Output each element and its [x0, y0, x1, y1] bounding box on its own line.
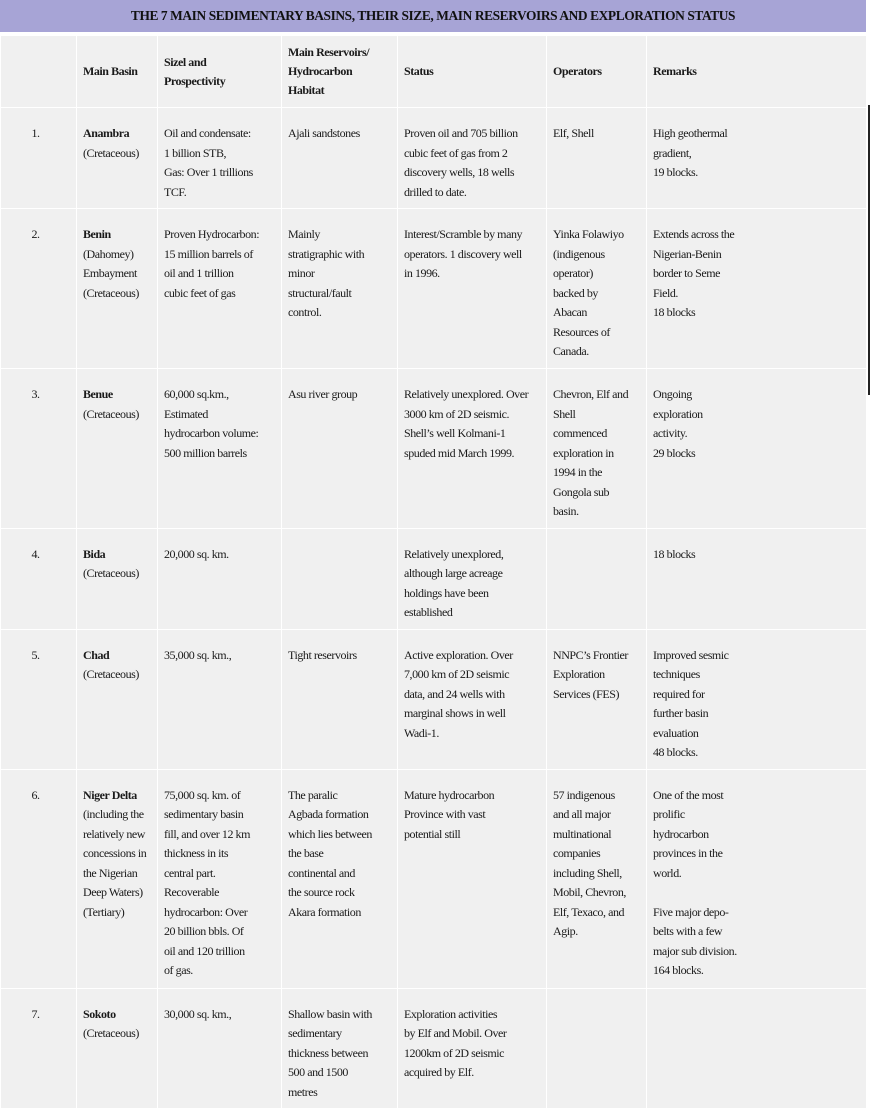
remarks-line: evaluation — [653, 725, 699, 740]
status-cell — [398, 369, 547, 529]
basin-detail-line: (Cretaceous) — [83, 145, 139, 160]
status-cell — [398, 209, 547, 369]
status-cell — [398, 108, 547, 209]
reservoir-line: control. — [288, 305, 322, 319]
table-row — [1, 209, 867, 369]
remarks-line: major sub division. — [653, 943, 737, 958]
status-line: 1200km of 2D seismic — [404, 1045, 504, 1060]
size-line: 1 billion STB, — [164, 145, 227, 160]
remarks-line: techniques — [653, 667, 700, 681]
size-line: central part. — [164, 865, 216, 880]
remarks-line: further basin — [653, 706, 709, 720]
header-reservoir-line: Habitat — [288, 83, 325, 97]
row-number: 6. — [1, 769, 77, 988]
page-edge-rule — [868, 105, 870, 395]
remarks-line: 164 blocks. — [653, 963, 704, 977]
remarks-line: exploration — [653, 406, 703, 421]
basin-name: Benin — [83, 227, 111, 241]
operators-line: Gongola sub — [553, 484, 610, 499]
operators-line: multinational — [553, 826, 612, 841]
header-reservoirs — [282, 36, 398, 108]
size-line: hydrocarbon volume: — [164, 426, 259, 440]
table-row — [1, 988, 867, 1109]
status-line: Shell’s well Kolmani-1 — [404, 426, 506, 440]
operators-cell — [547, 769, 647, 988]
basin-cell — [77, 369, 158, 529]
basin-detail-line: (Cretaceous) — [83, 566, 139, 580]
remarks-line: belts with a few — [653, 924, 723, 938]
size-line: 20,000 sq. km. — [164, 546, 229, 561]
basin-cell — [77, 629, 158, 769]
reservoir-line: The paralic — [288, 787, 338, 802]
operators-line: Mobil, Chevron, — [553, 885, 626, 899]
remarks-line: 18 blocks — [653, 305, 696, 319]
remarks-line: Improved sesmic — [653, 647, 729, 662]
remarks-line: Five major depo- — [653, 904, 729, 919]
size-cell — [158, 769, 282, 988]
reservoir-line: Agbada formation — [288, 807, 369, 821]
header-status: Status — [398, 36, 547, 108]
status-line: data, and 24 wells with — [404, 686, 505, 701]
status-line: Province with vast — [404, 807, 486, 821]
header-row — [1, 36, 867, 108]
size-line: TCF. — [164, 184, 187, 199]
reservoir-line: thickness between — [288, 1045, 368, 1060]
header-main-basin: Main Basin — [77, 36, 158, 108]
operators-cell — [547, 209, 647, 369]
table-row — [1, 369, 867, 529]
reservoir-line: 500 and 1500 — [288, 1065, 348, 1079]
size-line: 60,000 sq.km., — [164, 387, 229, 401]
reservoir-line: metres — [288, 1084, 318, 1099]
basin-name: Benue — [83, 387, 113, 401]
status-line: cubic feet of gas from 2 — [404, 145, 508, 160]
table-row — [1, 108, 867, 209]
header-reservoir-line: Main Reservoirs/ — [288, 45, 370, 59]
basin-name: Bida — [83, 546, 106, 561]
status-line: Relatively unexplored. Over — [404, 387, 529, 401]
row-number: 1. — [1, 108, 77, 209]
remarks-line: required for — [653, 686, 705, 701]
basin-detail-line: the Nigerian — [83, 865, 138, 880]
remarks-cell — [647, 369, 867, 529]
size-line: cubic feet of gas — [164, 285, 236, 300]
reservoir-cell — [282, 528, 398, 629]
remarks-line: High geothermal — [653, 126, 728, 140]
size-cell — [158, 108, 282, 209]
remarks-line: Nigerian-Benin — [653, 246, 722, 261]
operators-line: (indigenous — [553, 246, 605, 261]
operators-line: Agip. — [553, 924, 578, 938]
header-size-line: Sizel and — [164, 54, 207, 69]
header-reservoir-line: Hydrocarbon — [288, 64, 353, 78]
operators-line: NNPC’s Frontier — [553, 647, 628, 662]
operators-line: Elf, Texaco, and — [553, 904, 625, 919]
size-line: 30,000 sq. km., — [164, 1006, 232, 1021]
reservoir-line: minor — [288, 266, 315, 280]
remarks-line: 19 blocks. — [653, 165, 698, 179]
operators-line: Exploration — [553, 667, 605, 681]
remarks-line: gradient, — [653, 145, 692, 160]
size-cell — [158, 988, 282, 1109]
operators-line: Elf, Shell — [553, 126, 594, 140]
table-row — [1, 528, 867, 629]
basin-cell — [77, 769, 158, 988]
size-cell — [158, 629, 282, 769]
remarks-line: border to Seme — [653, 266, 721, 280]
table-title: THE 7 MAIN SEDIMENTARY BASINS, THEIR SIZE, MAIN RESERVOIRS AND EXPLORATION STATUS — [0, 0, 866, 34]
remarks-line: activity. — [653, 426, 688, 440]
status-line: in 1996. — [404, 266, 440, 280]
remarks-line: provinces in the — [653, 846, 723, 860]
reservoir-line: Ajali sandstones — [288, 126, 360, 140]
reservoir-cell — [282, 629, 398, 769]
status-line: discovery wells, 18 wells — [404, 165, 515, 179]
row-number: 7. — [1, 988, 77, 1109]
operators-line: Shell — [553, 406, 576, 421]
operators-line: companies — [553, 846, 601, 860]
reservoir-cell — [282, 769, 398, 988]
remarks-cell — [647, 988, 867, 1109]
basin-detail-line: (Cretaceous) — [83, 285, 139, 300]
basin-name: Niger Delta — [83, 787, 137, 802]
operators-line: Services (FES) — [553, 686, 620, 701]
remarks-line: 18 blocks — [653, 546, 696, 561]
operators-cell — [547, 528, 647, 629]
size-line: hydrocarbon: Over — [164, 904, 248, 919]
operators-cell — [547, 369, 647, 529]
operators-line: commenced — [553, 426, 607, 440]
status-cell — [398, 988, 547, 1109]
basin-detail-line: relatively new — [83, 826, 146, 841]
remarks-cell — [647, 108, 867, 209]
operators-line: Resources of — [553, 324, 610, 339]
status-line: Interest/Scramble by many — [404, 227, 523, 241]
status-line: Active exploration. Over — [404, 647, 513, 662]
row-number: 2. — [1, 209, 77, 369]
size-line: fill, and over 12 km — [164, 826, 250, 841]
size-line: sedimentary basin — [164, 807, 244, 821]
status-line: 3000 km of 2D seismic. — [404, 406, 510, 421]
status-line: by Elf and Mobil. Over — [404, 1026, 507, 1040]
basin-name: Sokoto — [83, 1006, 116, 1021]
status-cell — [398, 769, 547, 988]
reservoir-cell — [282, 988, 398, 1109]
size-line: 20 billion bbls. Of — [164, 924, 244, 938]
remarks-cell — [647, 769, 867, 988]
operators-line: basin. — [553, 504, 579, 518]
basin-cell — [77, 988, 158, 1109]
row-number: 4. — [1, 528, 77, 629]
remarks-line: 48 blocks. — [653, 745, 698, 759]
header-size — [158, 36, 282, 108]
basin-detail-line: Embayment — [83, 266, 137, 280]
reservoir-line: the source rock — [288, 885, 355, 899]
status-line: acquired by Elf. — [404, 1065, 474, 1079]
status-cell — [398, 528, 547, 629]
size-line: 35,000 sq. km., — [164, 647, 232, 662]
operators-line: Chevron, Elf and — [553, 387, 629, 401]
operators-line: Canada. — [553, 344, 589, 358]
size-cell — [158, 369, 282, 529]
basin-detail-line: concessions in — [83, 846, 147, 860]
remarks-cell — [647, 528, 867, 629]
remarks-line: prolific — [653, 807, 685, 821]
basin-detail-line: (Cretaceous) — [83, 406, 139, 421]
table-row — [1, 769, 867, 988]
status-line: Exploration activities — [404, 1006, 498, 1021]
reservoir-cell — [282, 369, 398, 529]
remarks-cell — [647, 209, 867, 369]
remarks-line: 29 blocks — [653, 445, 696, 460]
basin-cell — [77, 209, 158, 369]
basin-cell — [77, 528, 158, 629]
header-number — [1, 36, 77, 108]
remarks-line: Field. — [653, 285, 678, 300]
status-cell — [398, 629, 547, 769]
remarks-line: One of the most — [653, 787, 724, 802]
status-line: spuded mid March 1999. — [404, 445, 515, 460]
table-row — [1, 629, 867, 769]
operators-cell — [547, 108, 647, 209]
size-line: oil and 120 trillion — [164, 943, 245, 958]
reservoir-line: structural/fault — [288, 285, 352, 300]
operators-line: exploration in — [553, 445, 614, 460]
size-line: 75,000 sq. km. of — [164, 787, 241, 802]
operators-cell — [547, 988, 647, 1109]
row-number: 3. — [1, 369, 77, 529]
size-line: Proven Hydrocarbon: — [164, 227, 260, 241]
header-remarks: Remarks — [647, 36, 867, 108]
status-line: established — [404, 605, 453, 619]
status-line: 7,000 km of 2D seismic — [404, 667, 510, 681]
remarks-line: Extends across the — [653, 227, 735, 241]
reservoir-line: sedimentary — [288, 1026, 342, 1040]
basins-table — [0, 35, 867, 1109]
size-line: 15 million barrels of — [164, 246, 253, 261]
basin-cell — [77, 108, 158, 209]
remarks-line: world. — [653, 865, 682, 880]
basin-detail-line: (Dahomey) — [83, 246, 134, 261]
operators-line: Abacan — [553, 305, 587, 319]
reservoir-line: Mainly — [288, 227, 320, 241]
operators-cell — [547, 629, 647, 769]
reservoir-line: Akara formation — [288, 904, 361, 919]
basin-detail-line: (Cretaceous) — [83, 667, 139, 681]
basin-detail-line: (Tertiary) — [83, 904, 125, 919]
status-line: drilled to date. — [404, 184, 467, 199]
operators-line: Yinka Folawiyo — [553, 227, 624, 241]
basin-detail-line: Deep Waters) — [83, 885, 143, 899]
reservoir-line: which lies between — [288, 826, 372, 841]
reservoir-line: the base — [288, 846, 324, 860]
operators-line: backed by — [553, 285, 598, 300]
reservoir-line: continental and — [288, 865, 355, 880]
basin-detail-line: (including the — [83, 807, 144, 821]
size-line: oil and 1 trillion — [164, 266, 234, 280]
remarks-line — [653, 883, 860, 903]
status-line: holdings have been — [404, 585, 489, 600]
reservoir-line: Shallow basin with — [288, 1006, 372, 1021]
operators-line: 1994 in the — [553, 465, 603, 479]
size-line: Oil and condensate: — [164, 126, 251, 140]
basin-detail-line: (Cretaceous) — [83, 1026, 139, 1040]
row-number: 5. — [1, 629, 77, 769]
status-line: marginal shows in well — [404, 706, 506, 720]
basin-name: Chad — [83, 647, 110, 662]
status-line: Mature hydrocarbon — [404, 787, 495, 802]
size-line: Gas: Over 1 trillions — [164, 165, 253, 179]
size-line: of gas. — [164, 963, 193, 977]
status-line: potential still — [404, 826, 461, 841]
operators-line: 57 indigenous — [553, 787, 615, 802]
status-line: operators. 1 discovery well — [404, 246, 522, 261]
size-line: thickness in its — [164, 846, 229, 860]
remarks-line: hydrocarbon — [653, 826, 709, 841]
status-line: Relatively unexplored, — [404, 546, 504, 561]
status-line: although large acreage — [404, 566, 503, 580]
status-line: Wadi-1. — [404, 725, 439, 740]
reservoir-cell — [282, 209, 398, 369]
reservoir-line: stratigraphic with — [288, 246, 365, 261]
operators-line: and all major — [553, 807, 611, 821]
size-line: Estimated — [164, 406, 208, 421]
remarks-cell — [647, 629, 867, 769]
remarks-line: Ongoing — [653, 387, 692, 401]
operators-line: operator) — [553, 266, 593, 280]
status-line: Proven oil and 705 billion — [404, 126, 518, 140]
reservoir-cell — [282, 108, 398, 209]
size-cell — [158, 528, 282, 629]
size-line: Recoverable — [164, 885, 220, 899]
reservoir-line: Tight reservoirs — [288, 647, 357, 662]
header-operators: Operators — [547, 36, 647, 108]
operators-line: including Shell, — [553, 865, 622, 880]
reservoir-line: Asu river group — [288, 387, 358, 401]
header-size-line: Prospectivity — [164, 73, 226, 88]
size-cell — [158, 209, 282, 369]
size-line: 500 million barrels — [164, 445, 247, 460]
basin-name: Anambra — [83, 126, 130, 140]
